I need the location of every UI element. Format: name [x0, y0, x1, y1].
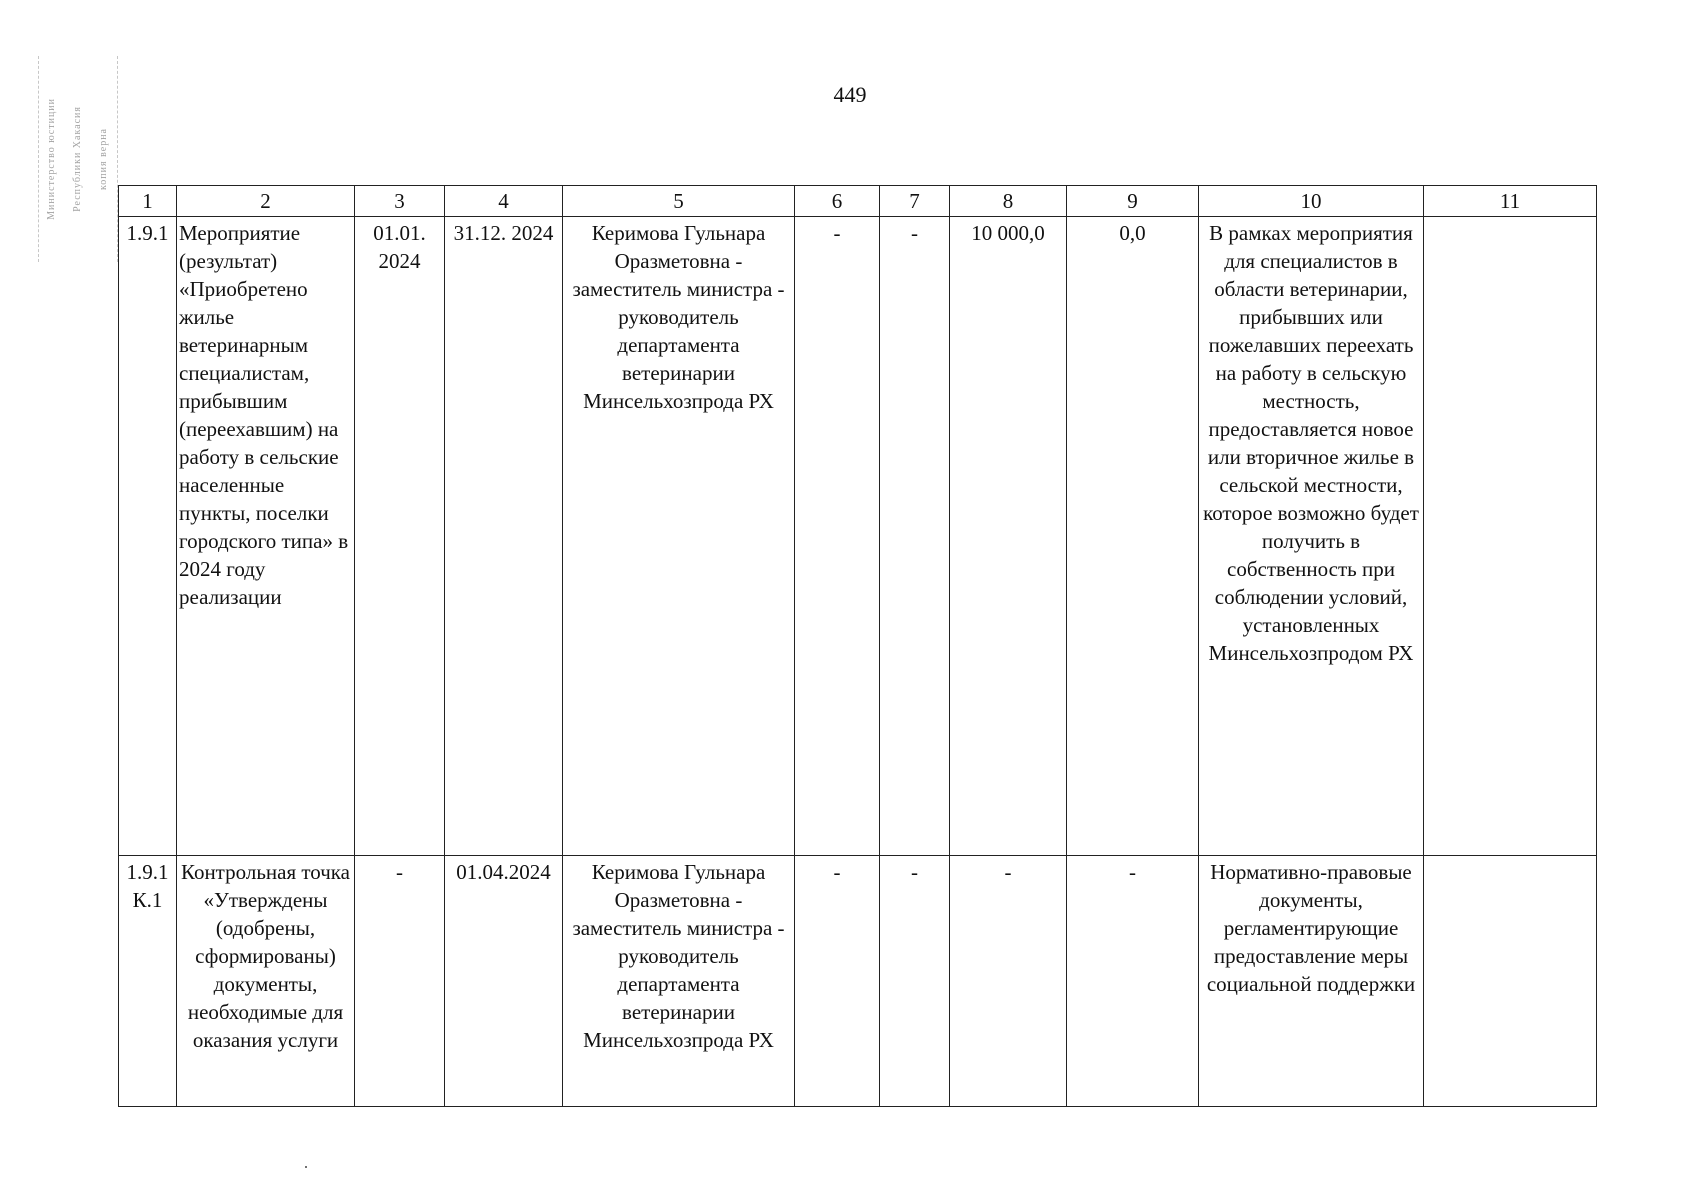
header-cell: 7	[880, 186, 950, 217]
scan-speck	[305, 1166, 307, 1168]
cell-col11	[1424, 217, 1597, 856]
header-cell: 11	[1424, 186, 1597, 217]
header-cell: 9	[1067, 186, 1199, 217]
description: В рамках мероприятия для специалистов в области ветеринарии, прибывших или пожелавших переехать на работу в сельскую местность, предоставляется новое или вторичное жилье в сельской местности, которое возможно будет получить в собственность при соблюдении условий, установленных Минсельхозпродом РХ	[1199, 217, 1424, 856]
header-cell: 2	[177, 186, 355, 217]
description: Нормативно-правовые документы, регламентирующие предоставление меры социальной поддержки	[1199, 856, 1424, 1107]
cell-col7: -	[880, 217, 950, 856]
plan-table	[118, 185, 1597, 1107]
header-cell: 6	[795, 186, 880, 217]
table-row	[119, 217, 1597, 856]
end-date: 01.04.2024	[445, 856, 563, 1107]
cell-col9: 0,0	[1067, 217, 1199, 856]
header-cell: 10	[1199, 186, 1424, 217]
start-date: -	[355, 856, 445, 1107]
stamp-line: копия верна	[98, 127, 109, 191]
responsible-person: Керимова Гульнара Оразметовна - заместитель министра - руководитель департамента ветеринарии Минсельхозпрода РХ	[563, 217, 795, 856]
row-number: 1.9.1	[119, 217, 177, 856]
header-cell: 4	[445, 186, 563, 217]
header-cell: 8	[950, 186, 1067, 217]
cell-col9: -	[1067, 856, 1199, 1107]
event-name: Контрольная точка «Утверждены (одобрены, сформированы) документы, необходимые для оказания услуги	[177, 856, 355, 1107]
header-cell: 3	[355, 186, 445, 217]
end-date: 31.12. 2024	[445, 217, 563, 856]
cell-col6: -	[795, 856, 880, 1107]
table-row	[119, 856, 1597, 1107]
stamp-line: Республики Хакасия	[72, 106, 83, 212]
cell-col6: -	[795, 217, 880, 856]
responsible-person: Керимова Гульнара Оразметовна - заместитель министра - руководитель департамента ветеринарии Минсельхозпрода РХ	[563, 856, 795, 1107]
start-date: 01.01. 2024	[355, 217, 445, 856]
cell-col11	[1424, 856, 1597, 1107]
registration-stamp	[38, 56, 118, 262]
cell-col8: 10 000,0	[950, 217, 1067, 856]
event-name: Мероприятие (результат) «Приобретено жилье ветеринарным специалистам, прибывшим (переехавшим) на работу в сельские населенные пункты, поселки городского типа» в 2024 году реализации	[177, 217, 355, 856]
cell-col8: -	[950, 856, 1067, 1107]
header-cell: 1	[119, 186, 177, 217]
header-cell: 5	[563, 186, 795, 217]
stamp-line: Министерство юстиции	[46, 98, 57, 220]
cell-col7: -	[880, 856, 950, 1107]
row-number: 1.9.1 К.1	[119, 856, 177, 1107]
page-number: 449	[833, 82, 867, 107]
header-row	[119, 186, 1597, 217]
